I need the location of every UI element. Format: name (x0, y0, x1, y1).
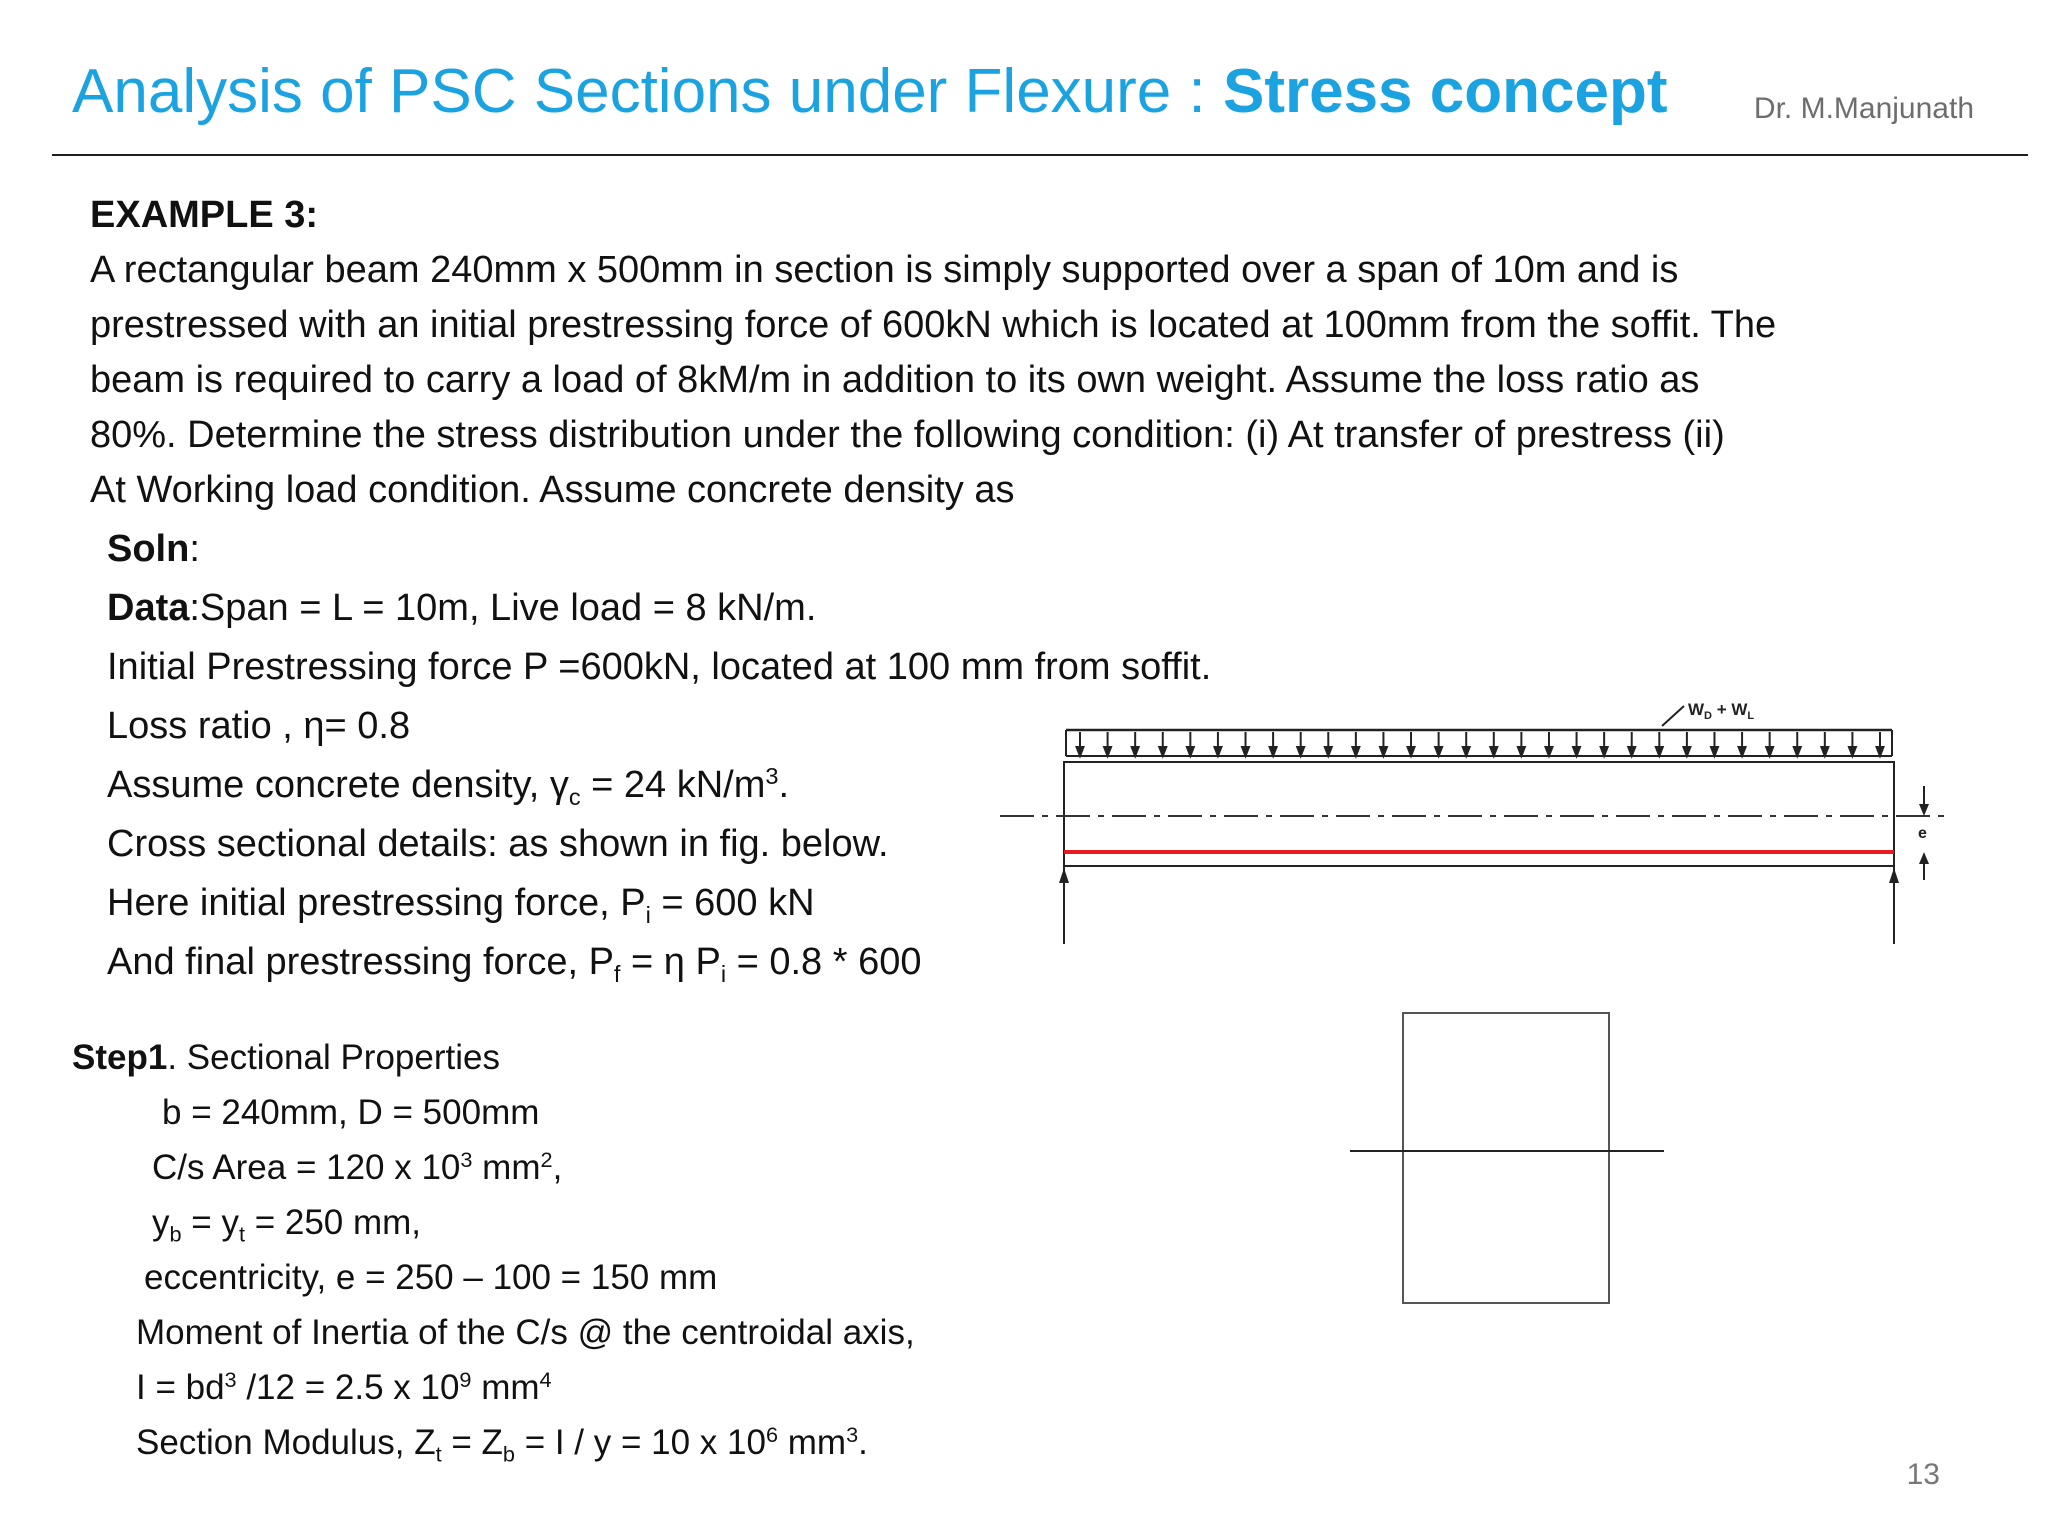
i-sup2: 9 (459, 1367, 472, 1393)
data-text: :Span = L = 10m, Live load = 8 kN/m. (189, 587, 817, 629)
zb-text: = Z (441, 1423, 503, 1462)
area-text: C/s Area = 120 x 10 (152, 1148, 461, 1187)
data-line (107, 579, 1211, 638)
example-statement (90, 243, 1990, 518)
udl-arrow-head (1739, 747, 1746, 756)
i-sup3: 4 (539, 1367, 552, 1393)
example-line: At Working load condition. Assume concrete density as (90, 469, 1015, 511)
area-end: , (552, 1148, 563, 1187)
udl-arrow-head (1573, 747, 1580, 756)
udl-arrow-head (1849, 747, 1856, 756)
moi-label-line: Moment of Inertia of the C/s @ the centroidal axis, (136, 1313, 915, 1352)
example-line: prestressed with an initial prestressing force of 600kN which is located at 100mm from the soffit. The (90, 304, 1777, 346)
data-label: Data (107, 587, 190, 629)
density-superscript: 3 (765, 763, 779, 790)
zt-sub: t (435, 1441, 442, 1467)
udl-arrow-head (1297, 747, 1304, 756)
udl-arrow-head (1270, 747, 1277, 756)
pf-subscript-i: i (720, 961, 727, 988)
example-heading: EXAMPLE 3: (90, 194, 319, 236)
udl-arrow-head (1187, 747, 1194, 756)
udl-load-arrows (1077, 732, 1884, 756)
udl-arrow-head (1518, 747, 1525, 756)
soln-heading (107, 520, 1211, 579)
force-line: Initial Prestressing force P =600kN, located at 100 mm from soffit. (107, 646, 1212, 688)
pi-value: = 600 kN (650, 882, 815, 924)
pi-text: Here initial prestressing force, P (107, 882, 646, 924)
section-outline (1403, 1013, 1609, 1303)
udl-arrow-head (1628, 747, 1635, 756)
udl-arrow-head (1242, 747, 1249, 756)
example-block (90, 188, 1990, 518)
udl-arrow-head (1683, 747, 1690, 756)
udl-arrow-head (1794, 747, 1801, 756)
zb-sub: b (502, 1441, 515, 1467)
example-line: 80%. Determine the stress distribution under the following condition: (i) At transfer of prestress (ii) (90, 414, 1725, 456)
step1-block (72, 1030, 915, 1470)
beam-elevation-figure (1000, 700, 1960, 960)
soln-colon: : (189, 528, 200, 570)
soln-label: Soln (107, 528, 190, 570)
example-line: beam is required to carry a load of 8kM/m in addition to its own weight. Assume the loss ratio as (90, 359, 1700, 401)
density-end: . (778, 764, 790, 806)
udl-arrow-head (1408, 747, 1415, 756)
i-text: I = bd (136, 1368, 225, 1407)
z-mid: = I / y = 10 x 10 (514, 1423, 766, 1462)
z-text: Section Modulus, Z (136, 1423, 436, 1462)
pi-subscript: i (645, 902, 651, 929)
area-line (72, 1140, 915, 1195)
pf-text: And final prestressing force, P (107, 941, 614, 983)
udl-arrow-head (1104, 747, 1111, 756)
udl-arrow-head (1214, 747, 1221, 756)
pf-eta: = η P (620, 941, 721, 983)
yb-text: y (152, 1203, 170, 1242)
area-unit: mm (472, 1148, 541, 1187)
i-unit: mm (471, 1368, 540, 1407)
left-reaction-arrow (1059, 868, 1069, 883)
z-sup2: 3 (846, 1422, 859, 1448)
ecc-label: e (1918, 825, 1927, 842)
z-end: . (858, 1423, 868, 1462)
header-divider (52, 154, 2028, 156)
y-line (72, 1195, 915, 1250)
yt-text: = y (181, 1203, 239, 1242)
density-subscript: c (568, 784, 581, 811)
z-unit: mm (778, 1423, 847, 1462)
loss-line: Loss ratio , η= 0.8 (107, 705, 411, 747)
udl-arrow-head (1766, 747, 1773, 756)
slide-title (72, 58, 1667, 126)
cross-section-line: Cross sectional details: as shown in fig. below. (107, 823, 889, 865)
example-line: A rectangular beam 240mm x 500mm in section is simply supported over a span of 10m and is (90, 249, 1679, 291)
author-name: Dr. M.Manjunath (1753, 92, 1974, 125)
i-mid: /12 = 2.5 x 10 (236, 1368, 460, 1407)
pf-value: = 0.8 * 600 (726, 941, 922, 983)
eccentricity-line: eccentricity, e = 250 – 100 = 150 mm (144, 1258, 718, 1297)
udl-arrow-head (1077, 747, 1084, 756)
udl-arrow-head (1159, 747, 1166, 756)
pf-subscript: f (613, 961, 621, 988)
z-sup1: 6 (765, 1422, 779, 1448)
density-value: = 24 kN/m (580, 764, 766, 806)
section-modulus-line (72, 1415, 915, 1470)
area-unit-sup: 2 (540, 1147, 553, 1173)
title-bold: Stress concept (1222, 57, 1668, 126)
udl-arrow-head (1656, 747, 1663, 756)
udl-arrow-head (1877, 747, 1884, 756)
udl-arrow-head (1711, 747, 1718, 756)
udl-arrow-head (1545, 747, 1552, 756)
udl-arrow-head (1821, 747, 1828, 756)
udl-arrow-head (1352, 747, 1359, 756)
bd-line: b = 240mm, D = 500mm (162, 1093, 540, 1132)
cross-section-figure (1350, 1005, 1670, 1305)
udl-arrow-head (1490, 747, 1497, 756)
udl-arrow-head (1325, 747, 1332, 756)
density-text: Assume concrete density, γ (107, 764, 569, 806)
step1-heading (72, 1030, 915, 1085)
i-sup1: 3 (224, 1367, 237, 1393)
udl-arrow-head (1380, 747, 1387, 756)
udl-arrow-head (1435, 747, 1442, 756)
udl-arrow-head (1132, 747, 1139, 756)
step1-title: . Sectional Properties (167, 1038, 500, 1077)
y-value: = 250 mm, (244, 1203, 422, 1242)
yb-sub: b (169, 1221, 182, 1247)
yt-sub: t (238, 1221, 245, 1247)
udl-arrow-head (1463, 747, 1470, 756)
load-leader (1662, 706, 1684, 726)
area-sup: 3 (460, 1147, 473, 1173)
ecc-arrow-top (1919, 804, 1929, 816)
right-reaction-arrow (1889, 868, 1899, 883)
moi-line (72, 1360, 915, 1415)
udl-arrow-head (1601, 747, 1608, 756)
load-label: $W_D + W_L$ (1688, 700, 1755, 722)
page-number: 13 (1906, 1458, 1940, 1491)
title-regular: Analysis of PSC Sections under Flexure : (72, 57, 1223, 126)
step1-label: Step1 (72, 1038, 168, 1077)
